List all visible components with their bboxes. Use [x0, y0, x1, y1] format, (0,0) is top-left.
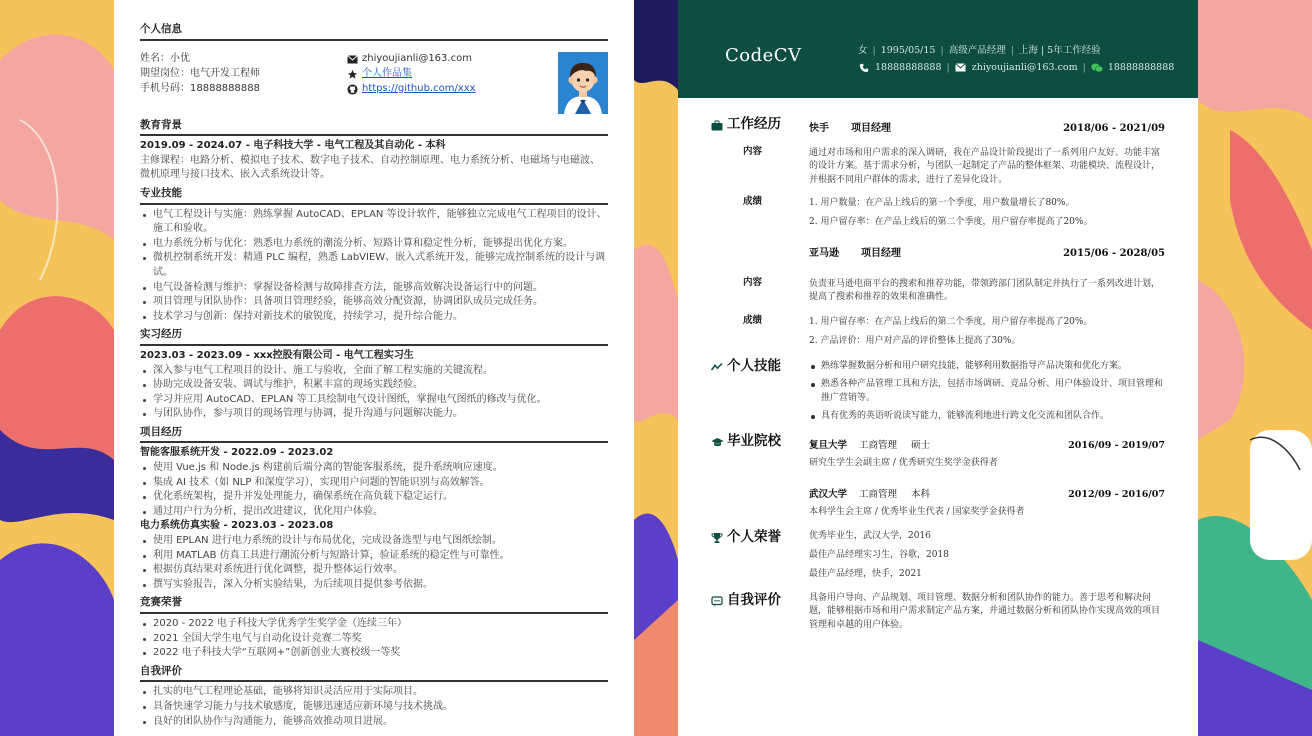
list-item: 利用 MATLAB 仿真工具进行潮流分析与短路计算，验证系统的稳定性与可靠性。	[140, 549, 608, 564]
list-item: 最佳产品经理实习生，谷歌，2018	[809, 549, 949, 560]
section-title-education: 毕业院校	[710, 435, 781, 449]
date-text: 2012/09 - 2016/07	[1068, 489, 1165, 500]
phone-icon	[858, 63, 870, 73]
job-results	[809, 197, 1165, 230]
section-title-self-eval: 自我评价	[140, 664, 608, 683]
list-item: 2022 电子科技大学“互联网+”创新创业大赛校级一等奖	[140, 646, 608, 661]
list-item: 根据仿真结果对系统进行优化调整，提升整体运行效率。	[140, 563, 608, 578]
right-resume	[678, 0, 1198, 736]
section-title-projects: 项目经历	[140, 425, 608, 444]
section-title-education: 教育背景	[140, 118, 608, 137]
list-item: 2021 全国大学生电气与自动化设计竞赛二等奖	[140, 632, 608, 647]
list-item: 2. 产品评价：用户对产品的评价整体上提高了30%。	[809, 336, 1021, 347]
job-heading	[809, 247, 1165, 260]
portfolio-link[interactable]: 个人作品集	[362, 67, 412, 79]
mail-icon	[955, 63, 967, 72]
major-text: 工商管理	[859, 440, 898, 451]
date-text: 2015/06 - 2028/05	[1063, 248, 1165, 259]
location-text: 上海 | 5年工作经验	[1018, 45, 1101, 56]
project-heading: 电力系统仿真实验 - 2023.03 - 2023.08	[140, 520, 334, 532]
list-item: 电力系统分析与优化：熟悉电力系统的潮流分析、短路计算和稳定性分析，能够提出优化方案。	[140, 237, 608, 252]
position-text: 期望岗位：电气开发工程师	[140, 67, 260, 79]
list-item: 扎实的电气工程理论基础，能够将知识灵活应用于实际项目。	[140, 685, 608, 700]
section-title-personal: 个人信息	[140, 22, 608, 41]
major-text: 工商管理	[859, 489, 898, 500]
company-text: 快手	[809, 123, 829, 134]
edu-note: 研究生学生会副主席 / 优秀研究生奖学金获得者	[809, 458, 998, 468]
result-label: 成绩	[743, 315, 763, 326]
internship-list	[140, 364, 608, 422]
personal-info	[140, 44, 608, 110]
job-content: 通过对市场和用户需求的深入调研，我在产品设计阶段提出了一系列用户友好、功能丰富的设计方案。基于需求分析，与团队一起制定了产品的整体框架、功能模块、流程设计，并根据不同用户群体的需求，进行了差异化设计。	[809, 148, 1161, 185]
list-item: 撰写实验报告，深入分析实验结果，为后续项目提供参考依据。	[140, 578, 608, 593]
edu-heading	[809, 488, 1165, 501]
header-wechat-text: 18888888888	[1107, 62, 1175, 73]
chart-line-icon	[710, 360, 724, 374]
degree-text: 本科	[911, 489, 931, 500]
self-eval-text: 具备用户导向、产品规划、项目管理、数据分析和团队协作的能力。善于思考和解决问题，能够根据市场和用户需求制定产品方案，并通过数据分析和团队协作实现高效的项目管理和卓越的用户体验。	[809, 593, 1161, 630]
list-item: 具有优秀的英语听说读写能力，能够流利地进行跨文化交流和团队合作。	[809, 410, 1165, 423]
section-title-work: 工作经历	[710, 118, 781, 132]
gender-text: 女	[858, 45, 868, 56]
list-item: 具备快速学习能力与技术敏感度，能够迅速适应新环境与技术挑战。	[140, 700, 608, 715]
job-heading	[809, 122, 1165, 135]
list-item: 2. 用户留存率：在产品上线后的第二个季度，用户留存率提高了20%。	[809, 217, 1093, 228]
honors-list	[809, 530, 1165, 581]
project-list	[140, 461, 608, 519]
section-title-honors: 个人荣誉	[710, 531, 781, 545]
awards-list	[140, 617, 608, 661]
job-content: 负责亚马逊电商平台的搜索和推荐功能，带领跨部门团队制定并执行了一系列改进计划，提高了搜索和推荐的效果和准确性。	[809, 279, 1161, 303]
result-label: 成绩	[743, 196, 763, 207]
skills-list	[809, 360, 1165, 429]
skills-list	[140, 208, 608, 325]
star-icon	[346, 69, 358, 80]
list-item: 使用 Vue.js 和 Node.js 构建前后端分离的智能客服系统，提升系统响应速度。	[140, 461, 608, 476]
list-item: 优化系统架构，提升并发处理能力，确保系统在高负载下稳定运行。	[140, 490, 608, 505]
list-item: 良好的团队协作与沟通能力，能够高效推动项目进展。	[140, 715, 608, 730]
project-list	[140, 534, 608, 592]
section-title-internship: 实习经历	[140, 327, 608, 346]
contact-line: 18888888888 | zhiyoujianli@163.com | 18888888888	[858, 62, 1174, 73]
list-item: 熟悉各种产品管理工具和方法，包括市场调研、竞品分析、用户体验设计、项目管理和推广营销等。	[809, 378, 1165, 405]
mail-icon	[346, 55, 358, 64]
github-icon	[346, 84, 358, 95]
list-item: 学习并应用 AutoCAD、EPLAN 等工具绘制电气设计图纸，掌握电气图纸的修改与优化。	[140, 393, 608, 408]
internship-heading: 2023.03 - 2023.09 - xxx控股有限公司 - 电气工程实习生	[140, 349, 414, 361]
list-item: 2020 - 2022 电子科技大学优秀学生奖学金（连续三年）	[140, 617, 608, 632]
logo: CodeCV	[725, 45, 802, 66]
email-text: zhiyoujianli@163.com	[362, 52, 472, 64]
list-item: 电气工程设计与实施：熟练掌握 AutoCAD、EPLAN 等设计软件，能够独立完成电气工程项目的设计、施工和验收。	[140, 208, 608, 237]
role-text: 项目经理	[851, 123, 891, 134]
content-label: 内容	[743, 146, 763, 157]
project-heading: 智能客服系统开发 - 2022.09 - 2023.02	[140, 447, 334, 459]
list-item: 与团队协作，参与项目的现场管理与协调，提升沟通与问题解决能力。	[140, 407, 608, 422]
list-item: 优秀毕业生，武汉大学，2016	[809, 531, 931, 541]
self-eval-list	[140, 685, 608, 729]
resume-header	[678, 0, 1198, 98]
section-title-self-eval: 自我评价	[710, 594, 781, 608]
edu-heading	[809, 439, 1165, 452]
header-phone-text: 18888888888	[875, 62, 942, 73]
job-results	[809, 316, 1165, 349]
edu-note: 本科学生会主席 / 优秀毕业生代表 / 国家奖学金获得者	[809, 507, 1025, 517]
comment-icon	[710, 594, 724, 608]
graduation-cap-icon	[710, 435, 724, 449]
education-heading: 2019.09 - 2024.07 - 电子科技大学 - 电气工程及其自动化 - 本科	[140, 140, 446, 152]
date-text: 2016/09 - 2019/07	[1068, 440, 1165, 451]
job-text: 高级产品经理	[948, 45, 1006, 56]
list-item: 熟练掌握数据分析和用户研究技能，能够利用数据指导产品决策和优化方案。	[809, 360, 1165, 373]
section-title-skills: 个人技能	[710, 360, 781, 374]
list-item: 最佳产品经理，快手，2021	[809, 568, 922, 579]
list-item: 集成 AI 技术（如 NLP 和深度学习），实现用户问题的智能识别与高效解答。	[140, 476, 608, 491]
content-label: 内容	[743, 277, 763, 288]
list-item: 通过用户行为分析，提出改进建议，优化用户体验。	[140, 505, 608, 520]
wechat-icon	[1091, 63, 1103, 73]
list-item: 协助完成设备安装、调试与维护，积累丰富的现场实践经验。	[140, 378, 608, 393]
date-text: 2018/06 - 2021/09	[1063, 123, 1165, 134]
list-item: 电气设备检测与维护：掌握设备检测与故障排查方法，能够高效解决设备运行中的问题。	[140, 281, 608, 296]
list-item: 项目管理与团队协作：具备项目管理经验，能够高效分配资源，协调团队成员完成任务。	[140, 295, 608, 310]
list-item: 1. 用户数量：在产品上线后的第一个季度，用户数量增长了80%。	[809, 198, 1075, 208]
briefcase-icon	[710, 118, 724, 132]
section-title-skills: 专业技能	[140, 186, 608, 205]
phone-text: 手机号码：18888888888	[140, 82, 260, 94]
list-item: 使用 EPLAN 进行电力系统的设计与布局优化，完成设备选型与电气图纸绘制。	[140, 534, 608, 549]
github-link[interactable]: https://github.com/xxx	[362, 82, 476, 94]
list-item: 技术学习与创新：保持对新技术的敏锐度，持续学习，提升综合能力。	[140, 310, 608, 325]
school-text: 复旦大学	[809, 440, 848, 451]
basic-info-line: 女 | 1995/05/15 | 高级产品经理 | 上海 | 5年工作经验	[858, 45, 1101, 56]
avatar	[558, 52, 608, 114]
section-title-awards: 竞赛荣誉	[140, 595, 608, 614]
trophy-icon	[710, 531, 724, 545]
name-text: 姓名：小优	[140, 52, 190, 64]
role-text: 项目经理	[861, 248, 901, 259]
list-item: 微机控制系统开发：精通 PLC 编程，熟悉 LabVIEW、嵌入式系统开发，能够完成控制系统的设计与调试。	[140, 251, 608, 280]
education-courses: 主修课程：电路分析、模拟电子技术、数字电子技术、自动控制原理、电力系统分析、电磁场与电磁波、微机原理与接口技术、嵌入式系统设计等。	[140, 154, 600, 181]
list-item: 深入参与电气工程项目的设计、施工与验收，全面了解工程实施的关键流程。	[140, 364, 608, 379]
company-text: 亚马逊	[809, 248, 839, 259]
header-email-text: zhiyoujianli@163.com	[971, 62, 1078, 73]
list-item: 1. 用户留存率：在产品上线后的第二个季度，用户留存率提高了20%。	[809, 317, 1093, 327]
degree-text: 硕士	[911, 440, 931, 451]
school-text: 武汉大学	[809, 489, 848, 500]
birth-text: 1995/05/15	[880, 45, 936, 56]
left-resume	[114, 0, 634, 736]
